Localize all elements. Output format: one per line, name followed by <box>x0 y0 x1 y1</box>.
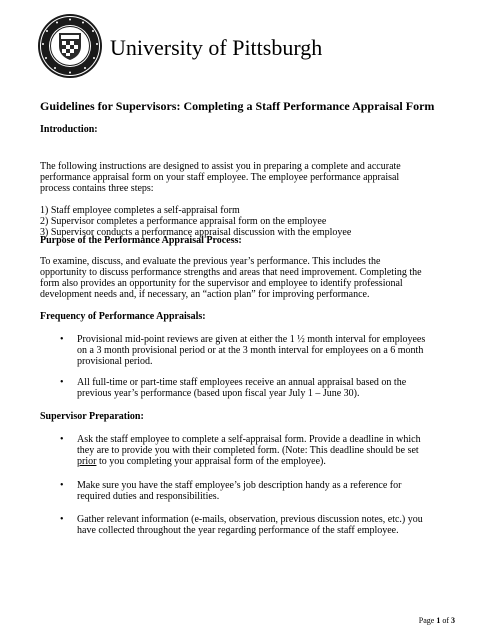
bullet-line: they are to provide you with their completed form. (Note: This deadline should be set <box>77 445 419 456</box>
bullet-text <box>77 377 406 399</box>
underlined-word: prior <box>77 456 97 467</box>
bullet-line: on a 3 month provisional period or at the 3 month interval for employees on a 6 month <box>77 345 424 356</box>
page-prefix: Page <box>418 616 437 625</box>
paragraph-line: The following instructions are designed to assist you in preparing a complete and accurate <box>40 161 401 172</box>
paragraph-line: development needs and, if necessary, an “action plan” for improving performance. <box>40 289 370 300</box>
bullet-line: required duties and responsibilities. <box>77 491 220 502</box>
document-title: Guidelines for Supervisors: Completing a Staff Performance Appraisal Form <box>40 99 435 113</box>
bullet-text <box>77 334 425 367</box>
preparation-heading: Supervisor Preparation: <box>40 411 144 422</box>
paragraph-line: form also provides an opportunity for the supervisor and employee to identify professional <box>40 278 403 289</box>
bullet-line: Ask the staff employee to complete a self-appraisal form. Provide a deadline in which <box>77 434 421 445</box>
bullet-glyph: • <box>60 480 64 491</box>
step-item: 3) Supervisor conducts a performance appraisal discussion with the employee <box>40 227 352 238</box>
bullet-line: Provisional mid-point reviews are given at either the 1 ½ month interval for employees <box>77 334 426 345</box>
bullet-line: provisional period. <box>77 356 153 367</box>
bullet-text <box>77 434 421 467</box>
step-item: 2) Supervisor completes a performance appraisal form on the employee <box>40 216 327 227</box>
purpose-paragraph <box>40 256 460 300</box>
purpose-heading: Purpose of the Performance Appraisal Process: <box>40 235 242 246</box>
paragraph-line: performance appraisal form on your staff employee. The employee performance appraisal <box>40 172 400 183</box>
university-seal-icon <box>37 13 103 79</box>
bullet-glyph: • <box>60 434 64 445</box>
page-total: 3 <box>451 616 455 625</box>
intro-paragraph <box>40 161 460 194</box>
bullet-line: Make sure you have the staff employee’s job description handy as a reference for <box>77 480 402 491</box>
paragraph-line: To examine, discuss, and evaluate the previous year’s performance. This includes the <box>40 256 381 267</box>
bullet-glyph: • <box>60 514 64 525</box>
page-current: 1 <box>436 616 441 625</box>
bullet-glyph: • <box>60 334 64 345</box>
step-item: 1) Staff employee completes a self-appraisal form <box>40 205 240 216</box>
steps-list <box>40 205 351 238</box>
bullet-line: Gather relevant information (e-mails, observation, previous discussion notes, etc.) you <box>77 514 423 525</box>
bullet-line <box>77 456 421 467</box>
bullet-text <box>77 514 423 536</box>
paragraph-line: process contains three steps: <box>40 183 154 194</box>
intro-heading: Introduction: <box>40 124 98 135</box>
bullet-line: All full-time or part-time staff employees receive an annual appraisal based on the <box>77 377 407 388</box>
paragraph-line: opportunity to discuss performance strengths and areas that need improvement. Completing the <box>40 267 422 278</box>
university-name: University of Pittsburgh <box>110 35 323 60</box>
bullet-line: have collected throughout the year regarding performance of the staff employee. <box>77 525 399 536</box>
frequency-heading: Frequency of Performance Appraisals: <box>40 311 206 322</box>
bullet-text <box>77 480 401 502</box>
page-number <box>419 616 455 626</box>
page-of: of <box>440 616 451 625</box>
bullet-line-rest: to you completing your appraisal form of the employee). <box>96 456 326 467</box>
bullet-line: previous year’s performance (based upon fiscal year July 1 – June 30). <box>77 388 360 399</box>
bullet-glyph: • <box>60 377 64 388</box>
